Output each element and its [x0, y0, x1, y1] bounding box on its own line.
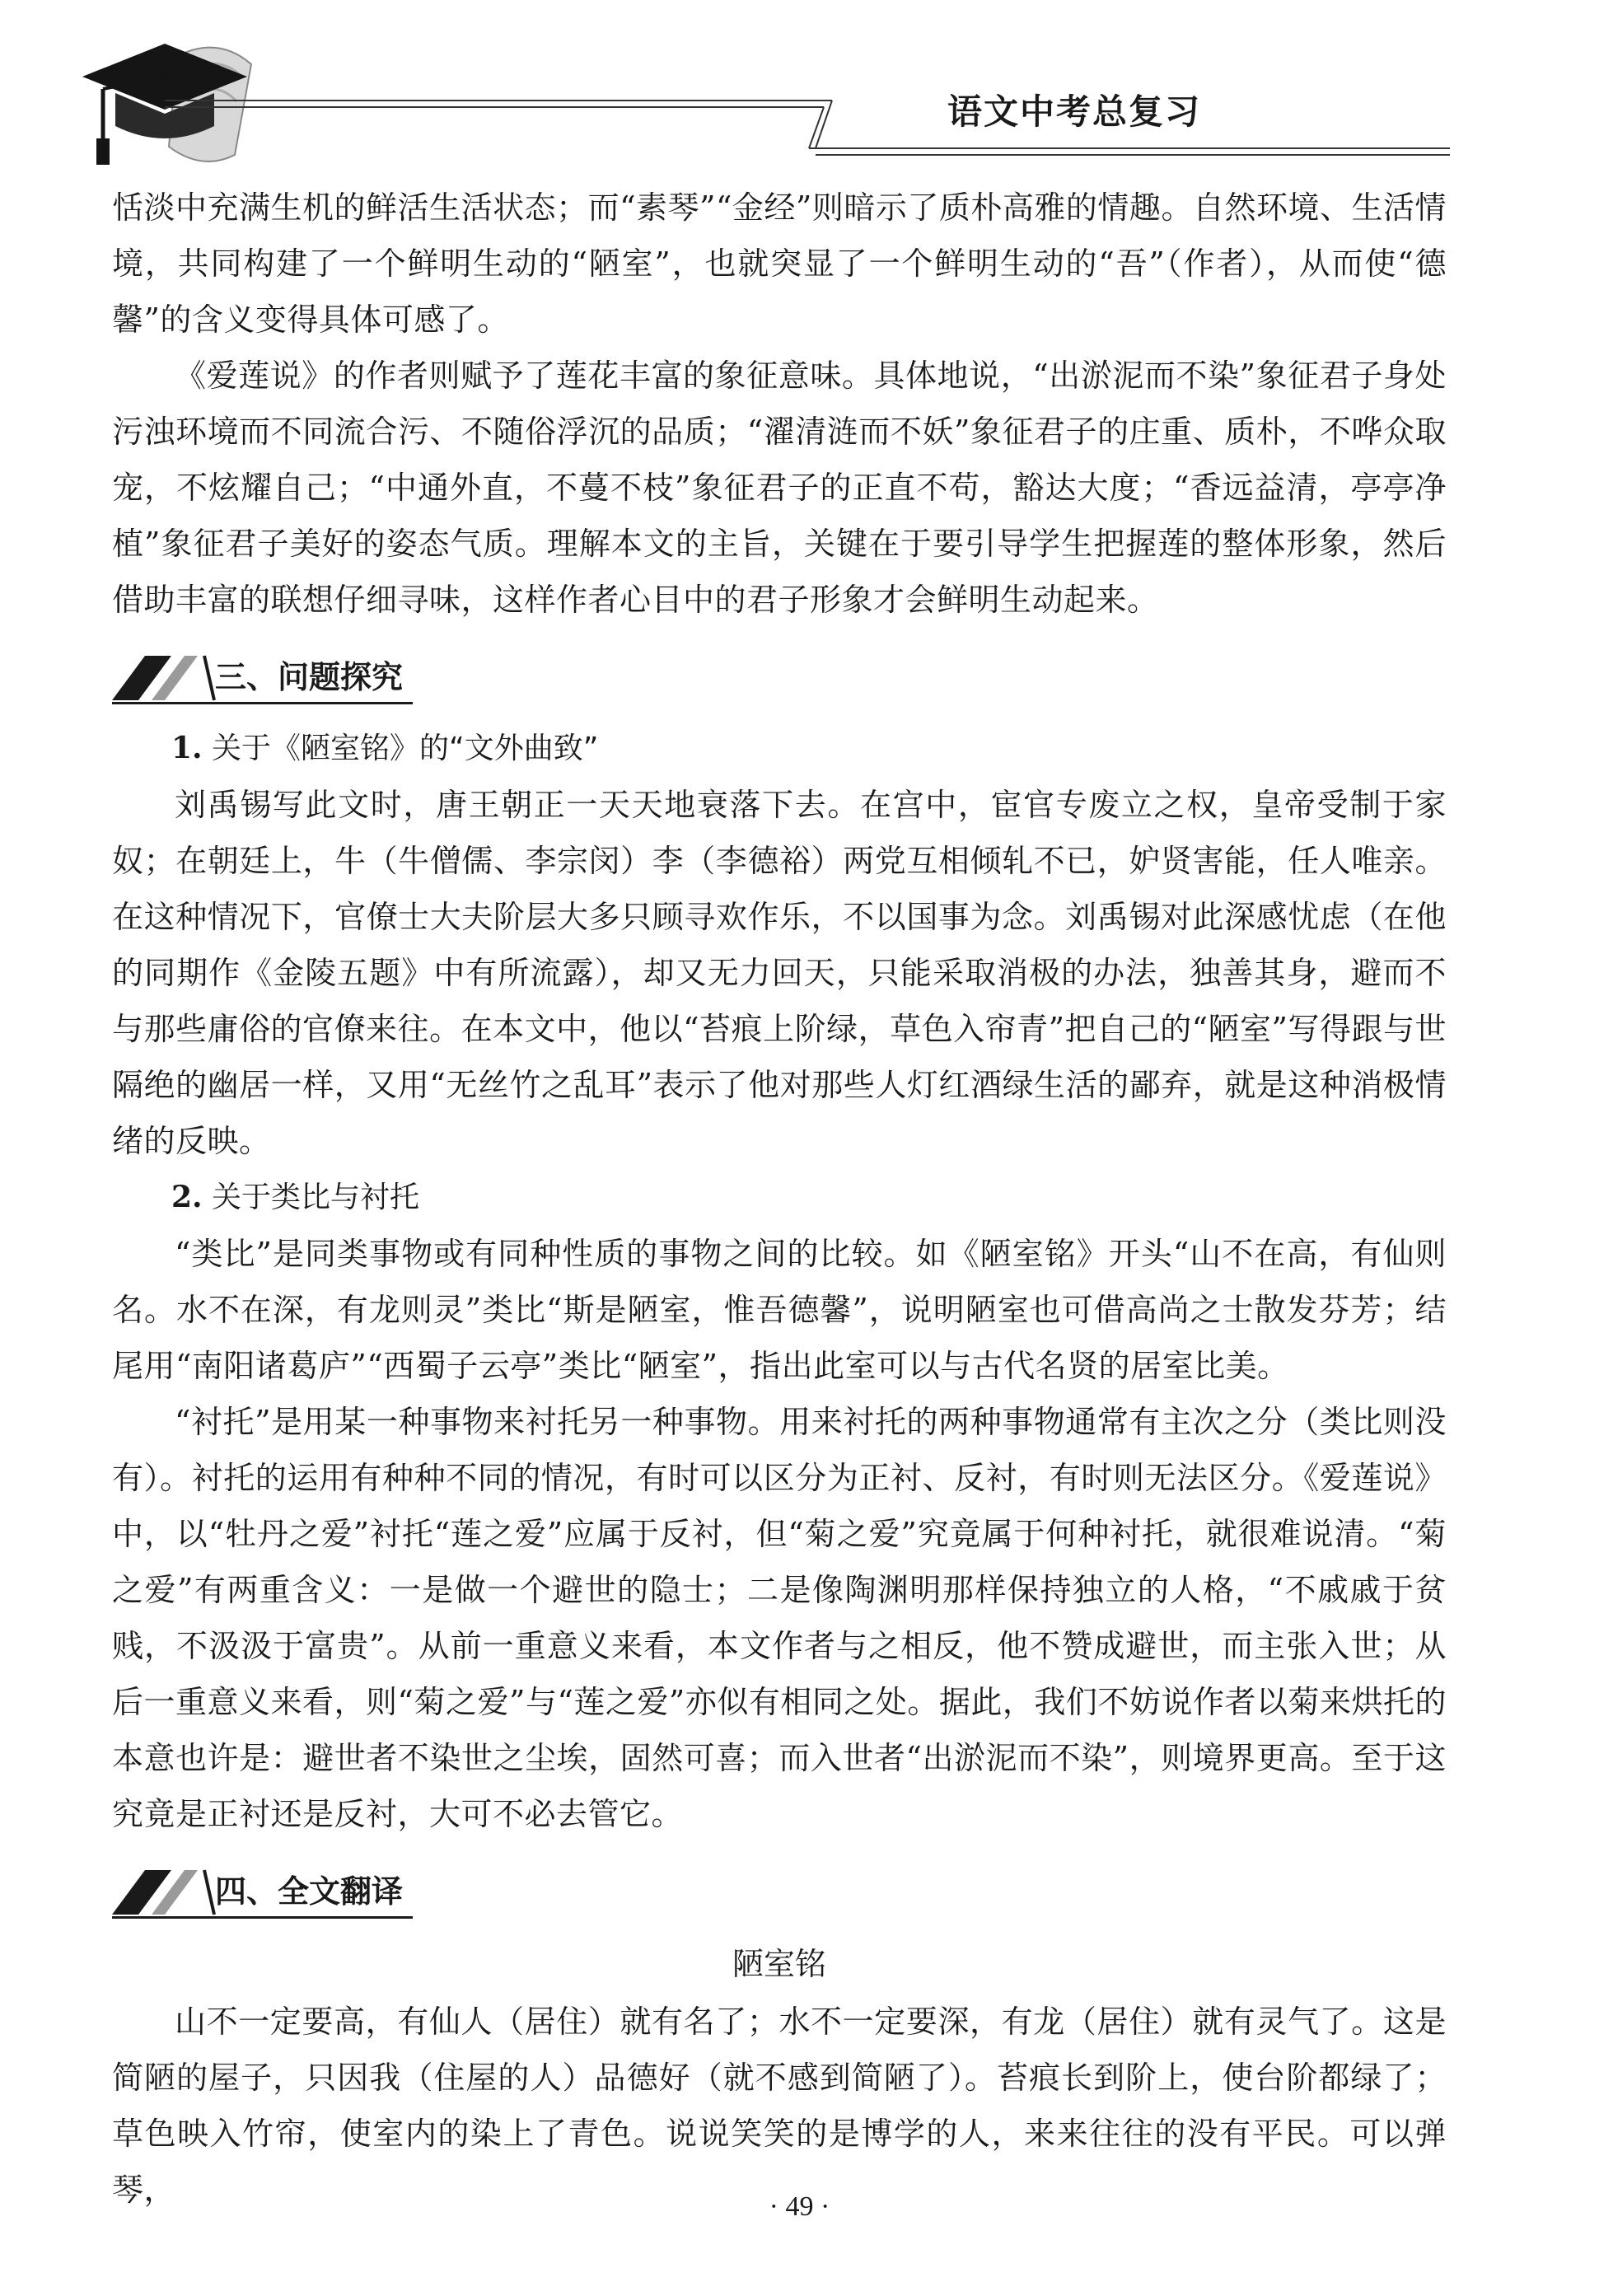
subsection-number: 1. [171, 731, 203, 765]
translation-title: 陋室铭 [732, 1946, 826, 1982]
paragraph: 《爱莲说》的作者则赋予了莲花丰富的象征意味。具体地说，“出淤泥而不染”象征君子身处污浊环境而不同流合污、不随俗浮沉的品质；“濯清涟而不妖”象征君子的庄重、质朴，不哗众取宠，不炫耀自己；“中通外直，不蔓不枝”象征君子的正直不苟，豁达大度；“香远益清，亭亭净植”象征君子美好的姿态气质。理解本文的主旨，关键在于要引导学生把握莲的整体形象，然后借助丰富的联想仔细寻味，这样作者心目中的君子形象才会鲜明生动起来。 [112, 358, 1447, 618]
subsection-text: 关于《陋室铭》的“文外曲致” [212, 732, 599, 765]
section-title: 四、全文翻译 [215, 1873, 404, 1910]
paragraph: 山不一定要高，有仙人（居住）就有名了；水不一定要深，有龙（居住）就有灵气了。这是简陋的屋子，只因我（住屋的人）品德好（就不感到简陋了）。苔痕长到阶上，使台阶都绿了；草色映入竹帘，使室内的染上了青色。说说笑笑的是博学的人，来来往往的没有平民。可以弹琴， [112, 2004, 1447, 2208]
section-marker-icon [112, 1867, 219, 1916]
main-content [112, 180, 1447, 2218]
section-heading-3 [112, 639, 425, 705]
paragraph: 刘禹锡写此文时，唐王朝正一天天地衰落下去。在宫中，宦官专废立之权，皇帝受制于家奴；在朝廷上，牛（牛僧儒、李宗闵）李（李德裕）两党互相倾轧不已，妒贤害能，任人唯亲。在这种情况下，官僚士大夫阶层大多只顾寻欢作乐，不以国事为念。刘禹锡对此深感忧虑（在他的同期作《金陵五题》中有所流露），却又无力回天，只能采取消极的办法，独善其身，避而不与那些庸俗的官僚来往。在本文中，他以“苔痕上阶绿，草色入帘青”把自己的“陋室”写得跟与世隔绝的幽居一样，又用“无丝竹之乱耳”表示了他对那些人灯红酒绿生活的鄙弃，就是这种消极情绪的反映。 [112, 787, 1447, 1159]
subsection-heading [112, 1169, 1447, 1226]
section-underline [112, 702, 413, 704]
header-rule-lines [165, 91, 1450, 165]
paragraph: “类比”是同类事物或有同种性质的事物之间的比较。如《陋室铭》开头“山不在高，有仙则名。水不在深，有龙则灵”类比“斯是陋室，惟吾德馨”，说明陋室也可借高尚之士散发芬芳；结尾用“南阳诸葛庐”“西蜀子云亭”类比“陋室”，指出此室可以与古代名贤的居室比美。 [112, 1236, 1447, 1384]
subsection-number: 2. [171, 1180, 203, 1214]
section-underline [112, 1916, 413, 1919]
section-marker-icon [112, 652, 219, 702]
paragraph: “衬托”是用某一种事物来衬托另一种事物。用来衬托的两种事物通常有主次之分（类比则没有）。衬托的运用有种种不同的情况，有时可以区分为正衬、反衬，有时则无法区分。《爱莲说》中，以“牡丹之爱”衬托“莲之爱”应属于反衬，但“菊之爱”究竟属于何种衬托，就很难说清。“菊之爱”有两重含义：一是做一个避世的隐士；二是像陶渊明那样保持独立的人格，“不戚戚于贫贱，不汲汲于富贵”。从前一重意义来看，本文作者与之相反，他不赞成避世，而主张入世；从后一重意义来看，则“菊之爱”与“莲之爱”亦似有相同之处。据此，我们不妨说作者以菊来烘托的本意也许是：避世者不染世之尘埃，固然可喜；而入世者“出淤泥而不染”，则境界更高。至于这究竟是正衬还是反衬，大可不必去管它。 [112, 1404, 1447, 1832]
subsection-heading [112, 720, 1447, 777]
subsection-text: 关于类比与衬托 [212, 1181, 420, 1214]
section-heading-4 [112, 1854, 425, 1920]
section-title: 三、问题探究 [215, 659, 404, 695]
paragraph: 恬淡中充满生机的鲜活生活状态；而“素琴”“金经”则暗示了质朴高雅的情趣。自然环境、生活情境，共同构建了一个鲜明生动的“陋室”，也就突显了一个鲜明生动的“吾”（作者），从而使“德馨”的含义变得具体可感了。 [112, 189, 1447, 338]
header-title: 语文中考总复习 [947, 91, 1202, 132]
page-number: · 49 · [769, 2191, 830, 2222]
